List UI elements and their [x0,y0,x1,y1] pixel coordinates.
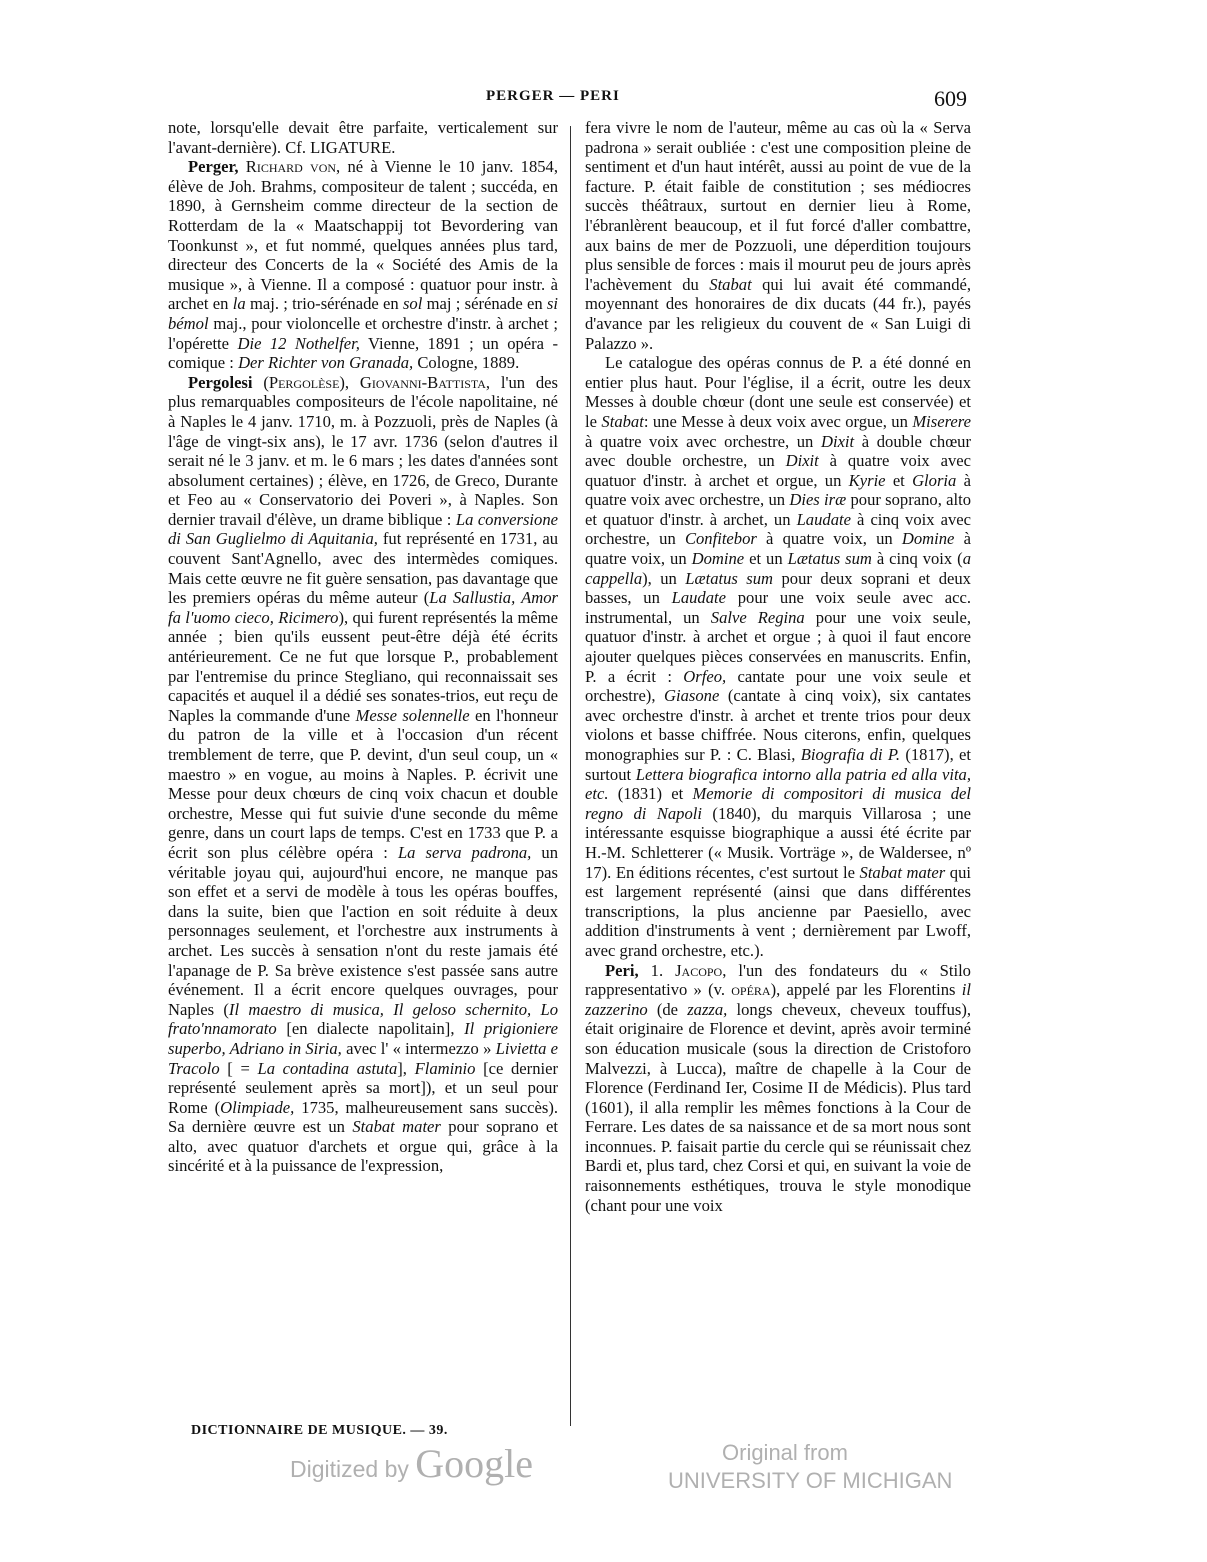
paragraph-ligature-note: note, lorsqu'elle devait être parfaite, verticalement sur l'avant-dernière). Cf. LIGATURE. [168,118,558,157]
entry-perger: Perger, Richard von, né à Vienne le 10 janv. 1854, élève de Joh. Brahms, compositeur de talent ; succéda, en 1890, à Gernsheim comme directeur de la section de Rotterdam de la « Maatschappij tot Bevordering van Toonkunst », et fut nommé, quelques années plus tard, directeur des Concerts de la « Société des Amis de la musique », à Vienne. Il a composé : quatuor pour instr. à archet en la maj. ; trio-sérénade en sol maj ; sérénade en si bémol maj., pour violoncelle et orchestre d'instr. à archet ; l'opérette Die 12 Nothelfer, Vienne, 1891 ; un opéra - comique : Der Richter von Granada, Cologne, 1889. [168,157,558,373]
entry-peri: Peri, 1. Jacopo, l'un des fondateurs du « Stilo rappresentativo » (v. opéra), appelé par les Florentins il zazzerino (de zazza, longs cheveux, cheveux touffus), était originaire de Florence et devint, après avoir terminé son éducation musicale (sous la direction de Cristoforo Malvezzi, à Lucca), maître de chapelle à la Cour de Florence (Ferdinand Ier, Cosime II de Médicis). Plus tard (1601), il alla remplir les mêmes fonctions à la Cour de Ferrare. Les dates de sa naissance et de sa mort nous sont inconnues. P. faisait partie du cercle qui se réunissait chez Bardi et, plus tard, chez Corsi et qui, en suivant la voie de raisonnements esthétiques, trouva le style monodique (chant pour une voix [585,960,971,1215]
university-watermark: UNIVERSITY OF MICHIGAN [668,1468,953,1493]
google-logo: Google [415,1441,534,1486]
paragraph-pergolesi-continued: fera vivre le nom de l'auteur, même au cas où la « Serva padrona » serait oubliée : c'est une composition pleine de sentiment et d'un haut intérêt, aussi au point de vue de la facture. P. était faible de constitution ; ses médiocres succès théâtraux, surtout en dernier lieu à Rome, l'ébranlèrent beaucoup, et il fut forcé d'aller combattre, aux bains de mer de Pozzuoli, une déperdition toujours plus sensible de forces : mais il mourut peu de jours après l'achèvement du Stabat qui lui avait été commandé, moyennant des honoraires de dix ducats (44 fr.), payés d'avance par les religieux du couvent de « San Luigi di Palazzo ». [585,118,972,353]
right-column [585,118,971,1215]
entry-headword: Pergolesi [188,372,253,392]
running-header: PERGER — PERI [486,88,620,104]
paragraph-catalogue: Le catalogue des opéras connus de P. a été donné en entier plus haut. Pour l'église, il a écrit, outre les deux Messes à double chœur (dont une seule est conservée) et le Stabat: une Messe à deux voix avec orgue, un Miserere à quatre voix avec orchestre, un Dixit à double chœur avec double orchestre, un Dixit à quatre voix avec quatuor d'instr. à archet et orgue, un Kyrie et Gloria à quatre voix avec orchestre, un Dies iræ pour soprano, alto et quatuor d'instr. à archet, un Laudate à cinq voix avec orchestre, un Confitebor à quatre voix, un Domine à quatre voix, un Domine et un Lætatus sum à cinq voix (a cappella), un Lætatus sum pour deux soprani et deux basses, un Laudate pour une voix seule avec acc. instrumental, un Salve Regina pour une voix seule, quatuor d'instr. à archet et orgue ; à quoi il faut encore ajouter quelques pièces conservées en manuscrits. Enfin, P. a écrit : Orfeo, cantate pour une voix seule et orchestre), Giasone (cantate à cinq voix), six cantates avec orchestre d'instr. à archet et trente trios pour deux violons et basse chiffrée. Nous citerons, enfin, quelques monographies sur P. : C. Blasi, Biografia di P. (1817), et surtout Lettera biografica intorno alla patria ed alla vita, etc. (1831) et Memorie di compositori di musica del regno di Napoli (1840), du marquis Villarosa ; une intéressante esquisse biographique a aussi été écrite par H.-M. Schletterer (« Musik. Vorträge », de Waldersee, nº 17). En éditions récentes, c'est surtout le Stabat mater qui est largement représenté (ainsi que dans différentes transcriptions, la plus ancienne par Paesiello, avec addition d'instruments à vent ; dernièrement par Lwoff, avec grand orchestre, etc.). [585,353,972,960]
entry-pergolesi: Pergolesi (Pergolèse), Giovanni-Battista, l'un des plus remarquables compositeurs de l'école napolitaine, né à Naples le 4 janv. 1710, m. à Pozzuoli, près de Naples (à l'âge de vingt-six ans), le 17 avr. 1736 (selon d'autres il serait né le 3 janv. et m. le 6 mars ; les dates d'années sont absolument certaines) ; élève, en 1726, de Greco, Durante et Feo au « Conservatorio dei Poveri », à Naples. Son dernier travail d'élève, un drame biblique : La conversione di San Guglielmo di Aquitania, fut représenté en 1731, au couvent Sant'Agnello, avec des intermèdes comiques. Mais cette œuvre ne fit guère sensation, pas davantage que les premiers opéras du même auteur (La Sallustia, Amor fa l'uomo cieco, Ricimero), qui furent représentés la même année ; bien qu'ils eussent peut-être déjà été écrits antérieurement. Ce ne fut que lorsque P., probablement par l'entremise du prince Stegliano, qui reconnaissait ses capacités et auquel il a dédié ses sonates-trios, eut reçu de Naples la commande d'une Messe solennelle en l'honneur du patron de la ville et à l'occasion d'un récent tremblement de terre, que P. devint, d'un seul coup, un « maestro » en vogue, au moins à Naples. P. écrivit une Messe pour deux chœurs de cinq voix chacun et double orchestre, Messe qui fut suivie d'une seconde du même genre, dans un court laps de temps. C'est en 1733 que P. a écrit son plus célèbre opéra : La serva padrona, un véritable joyau qui, aujourd'hui encore, ne manque pas son effet et a servi de modèle à tous les opéras bouffes, dans la suite, bien que l'action en soit réduite à deux personnages seulement, et l'orchestre aux instruments à archet. Les succès à sensation n'ont du reste jamais été l'apanage de P. Sa brève existence s'est passée sans autre événement. Il a écrit encore quelques ouvrages, pour Naples (Il maestro di musica, Il geloso schernito, Lo frato'nnamorato [en dialecte napolitain], Il prigioniere superbo, Adriano in Siria, avec l' « intermezzo » Livietta e Tracolo [ = La contadina astuta], Flaminio [ce dernier représenté seulement après sa mort]), et un seul pour Rome (Olimpiade, 1735, malheureusement sans succès). Sa dernière œuvre est un Stabat mater pour soprano et alto, avec quatuor d'archets et orgue qui, grâce à la sincérité et à la puissance de l'expression, [168,372,559,1176]
digitized-watermark: Digitized by Google [290,1441,534,1486]
entry-headword: Perger, [188,157,239,177]
entry-headword: Peri, [605,960,639,980]
signature-footer: DICTIONNAIRE DE MUSIQUE. — 39. [191,1423,448,1438]
column-rule [570,126,571,1426]
page-number: 609 [934,86,967,111]
original-from-watermark: Original from [722,1440,848,1465]
left-column [168,118,558,1176]
